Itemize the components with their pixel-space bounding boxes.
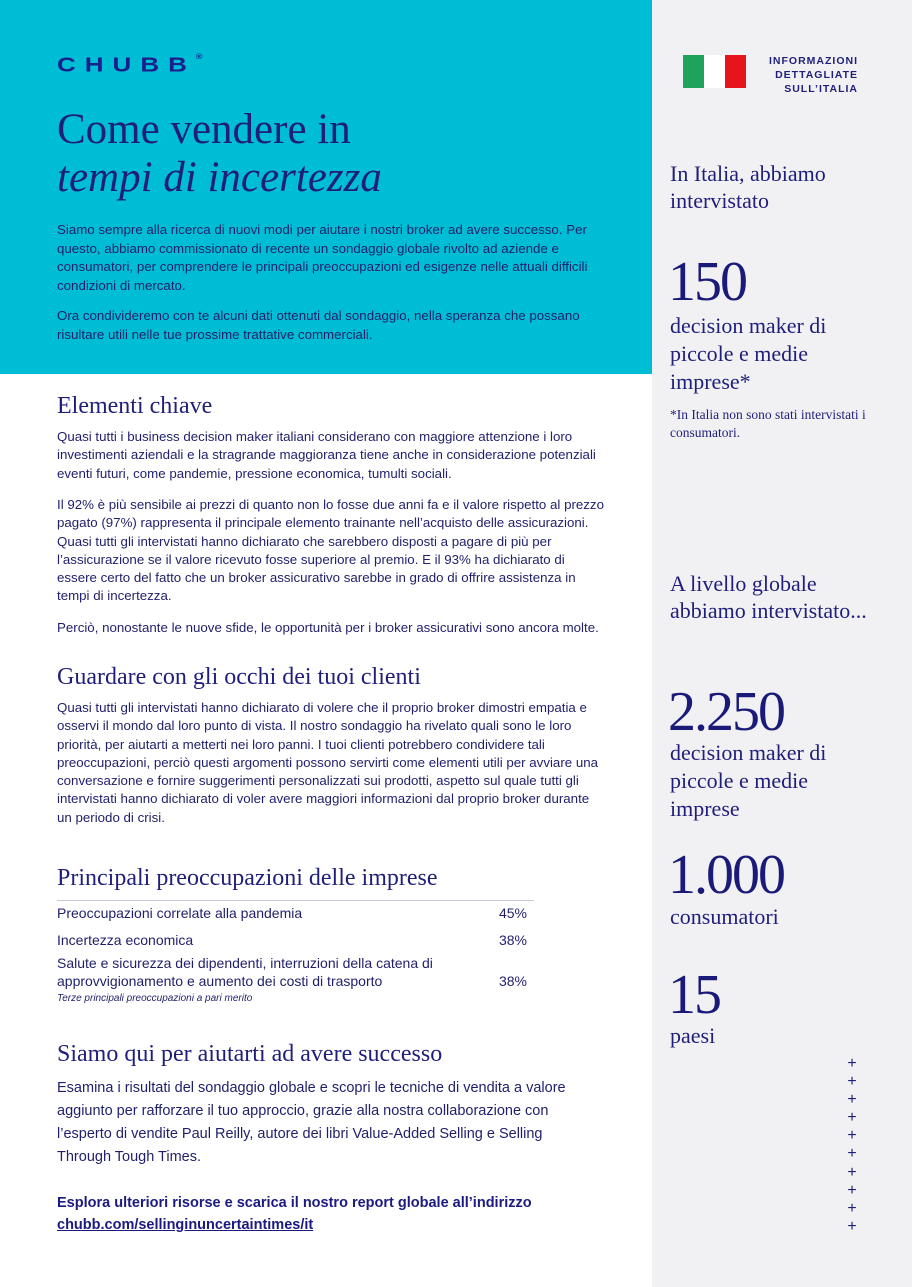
title-line-2: tempi di incertezza xyxy=(57,154,382,201)
concern-label: Incertezza economica xyxy=(57,932,194,948)
italy-number: 150 xyxy=(668,251,746,313)
stat-desc-consumers: consumatori xyxy=(670,904,779,929)
key-elements-paragraph-2: Il 92% è più sensibile ai prezzi di quanto non lo fosse due anni fa e il valore rispetto al prezzo pagato (97%) rappresenta il principale elemento trainante nell’acquisto delle assicurazioni. Quasi tutti gli intervistati hanno dichiarato che sarebbero disposti a pagare di più per l’assicurazione se il valore ricevuto fosse superiore al premio. E il 93% ha dichiarato di essere certo del fatto che un broker assicurativo sarebbe in grado di offrire assistenza in tempi di incertezza. xyxy=(57,497,604,604)
plus-icon: + xyxy=(847,1109,857,1127)
italy-info-tag: INFORMAZIONI DETTAGLIATE SULL’ITALIA xyxy=(769,55,858,95)
key-elements-paragraph-1: Quasi tutti i business decision maker italiani considerano con maggiore attenzione i loro investimenti aziendali e la stragrande maggioranza tiene anche in considerazione potenziali eventi futuri, come pandemie, pressione economica, tumulti sociali. xyxy=(57,429,596,481)
success-paragraph: Esamina i risultati del sondaggio globale e scopri le tecniche di vendita a valore aggiunto per rafforzare il tuo approccio, grazie alla nostra collaborazione con l’esperto di vendite Paul Reilly, autore dei libri Value-Added Selling e Selling Through Tough Times. xyxy=(57,1080,566,1165)
concern-row xyxy=(57,931,527,949)
global-lead: A livello globale abbiamo intervistato... xyxy=(670,571,867,623)
stat-number-consumers: 1.000 xyxy=(668,844,784,906)
concern-value: 45% xyxy=(498,905,527,921)
plus-icon: + xyxy=(847,1181,857,1199)
concern-label: Salute e sicurezza dei dipendenti, interruzioni della catena di approvvigionamento e aumento dei costi di trasporto xyxy=(57,955,433,989)
concern-label: Preoccupazioni correlate alla pandemia xyxy=(57,905,303,921)
heading-key-elements: Elementi chiave xyxy=(57,393,213,419)
key-elements-paragraph-3: Perciò, nonostante le nuove sfide, le opportunità per i broker assicurativi sono ancora molte. xyxy=(57,620,599,635)
plus-icon: + xyxy=(847,1127,857,1145)
concerns-footnote: Terze principali preoccupazioni a pari merito xyxy=(57,993,253,1004)
italy-desc: decision maker di piccole e medie imprese* xyxy=(670,313,827,394)
stat-number-smes: 2.250 xyxy=(668,681,784,743)
concern-row xyxy=(57,954,527,990)
italy-flag-icon xyxy=(683,55,746,88)
logo-text: CHUBB xyxy=(57,53,196,77)
stat-desc-countries: paesi xyxy=(670,1023,716,1048)
cta-text: Esplora ulteriori risorse e scarica il nostro report globale all’indirizzo xyxy=(57,1195,532,1211)
hero-paragraph-2: Ora condivideremo con te alcuni dati ottenuti dal sondaggio, nella speranza che possano risultare utili nelle tue prossime trattative commerciali. xyxy=(57,308,580,342)
plus-icon: + xyxy=(847,1055,857,1072)
title-line-1: Come vendere in xyxy=(57,106,351,153)
plus-icon: + xyxy=(847,1163,857,1181)
stat-number-countries: 15 xyxy=(668,964,720,1026)
plus-icon: + xyxy=(847,1217,857,1235)
cta-block xyxy=(57,1192,617,1236)
plus-icon: + xyxy=(847,1145,857,1163)
plus-icon: + xyxy=(847,1073,857,1091)
plus-icon: + xyxy=(847,1091,857,1109)
heading-concerns: Principali preoccupazioni delle imprese xyxy=(57,865,438,891)
hero-paragraph-1: Siamo sempre alla ricerca di nuovi modi per aiutare i nostri broker ad avere successo. Per questo, abbiamo commissionato di recente un sondaggio globale rivolto ad aziende e consumatori, per comprendere le principali preoccupazioni ed esigenze nelle attuali difficili condizioni di mercato. xyxy=(57,222,588,293)
cta-url-link[interactable]: chubb.com/sellinginuncertaintimes/it xyxy=(57,1217,314,1233)
heading-success: Siamo qui per aiutarti ad avere successo xyxy=(57,1041,443,1067)
clients-eyes-paragraph: Quasi tutti gli intervistati hanno dichiarato di volere che il proprio broker dimostri empatia e osservi il mondo dal loro punto di vista. Il nostro sondaggio ha rivelato quali sono le loro priorità, per aiutarti a metterti nei loro panni. I tuoi clienti potrebbero condividere tali preoccupazioni, perciò questi argomenti possono servirti come elementi utili per avviare una conversazione e fornire suggerimenti personalizzati sui prodotti, aspetto sul quale tutti gli intervistati hanno dichiarato di voler avere maggiori informazioni dal proprio broker durante un periodo di crisi. xyxy=(57,700,599,825)
concern-value: 38% xyxy=(498,932,527,948)
plus-icon-column xyxy=(844,1055,860,1236)
italy-footnote: *In Italia non sono stati intervistati i consumatori. xyxy=(670,407,866,440)
concerns-divider xyxy=(57,900,534,901)
chubb-logo xyxy=(57,53,203,77)
plus-icon: + xyxy=(847,1199,857,1217)
page-title xyxy=(57,106,382,202)
logo-registered-mark: ® xyxy=(195,53,203,61)
italy-lead: In Italia, abbiamo intervistato xyxy=(670,161,826,213)
concern-value: 38% xyxy=(498,973,527,989)
heading-clients-eyes: Guardare con gli occhi dei tuoi clienti xyxy=(57,664,421,690)
concern-row xyxy=(57,904,527,922)
stat-desc-smes: decision maker di piccole e medie imprese xyxy=(670,740,827,821)
